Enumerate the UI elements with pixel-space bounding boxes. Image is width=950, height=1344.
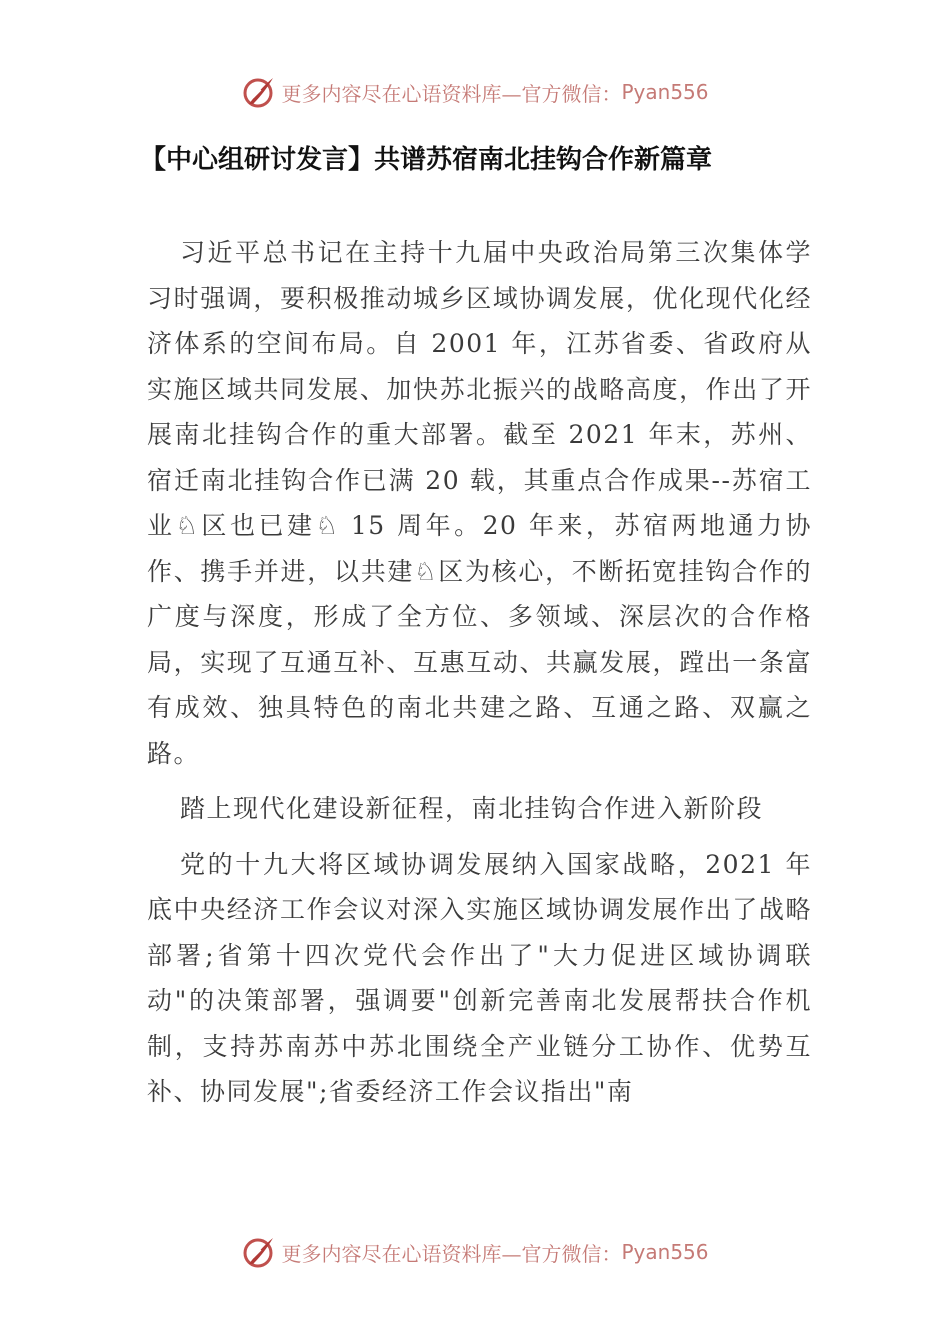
- quill-logo-icon: [241, 1234, 277, 1270]
- quill-logo-icon: [241, 74, 277, 110]
- watermark-wechat-id: Pyan556: [621, 80, 709, 104]
- paragraph-strategy: 党的十九大将区域协调发展纳入国家战略，2021 年底中央经济工作会议对深入实施区域协调发展作出了战略部署;省第十四次党代会作出了"大力促进区域协调联动"的决策部署，强调要"创新完善南北发展帮扶合作机制，支持苏南苏中苏北围绕全产业链分工协作、优势互补、协同发展";省委经济工作会议指出"南: [147, 849, 812, 1106]
- watermark-banner-bottom: [0, 1232, 950, 1272]
- watermark-banner-top: [0, 72, 950, 112]
- paragraph-intro: 习近平总书记在主持十九届中央政治局第三次集体学习时强调，要积极推动城乡区域协调发展，优化现代化经济体系的空间布局。自 2001 年，江苏省委、省政府从实施区域共同发展、加快苏北振兴的战略高度，作出了开展南北挂钩合作的重大部署。截至 2021 年末，苏州、宿迁南北挂钩合作已满 20 载，其重点合作成果--苏宿工业♘区也已建♘ 15 周年。20 年来，苏宿两地通力协作、携手并进，以共建♘区为核心，不断拓宽挂钩合作的广度与深度，形成了全方位、多领域、深层次的合作格局，实现了互通互补、互惠互动、共赢发展，蹚出一条富有成效、独具特色的南北共建之路、互通之路、双赢之路。: [147, 238, 812, 768]
- section-heading: 踏上现代化建设新征程，南北挂钩合作进入新阶段: [180, 794, 764, 823]
- watermark-wechat-id: Pyan556: [621, 1240, 709, 1264]
- document-title: 【中心组研讨发言】共谱苏宿南北挂钩合作新篇章: [140, 145, 713, 175]
- document-body: [147, 230, 812, 1115]
- watermark-text: 更多内容尽在心语资料库—官方微信：: [281, 81, 622, 106]
- watermark-text: 更多内容尽在心语资料库—官方微信：: [281, 1241, 622, 1266]
